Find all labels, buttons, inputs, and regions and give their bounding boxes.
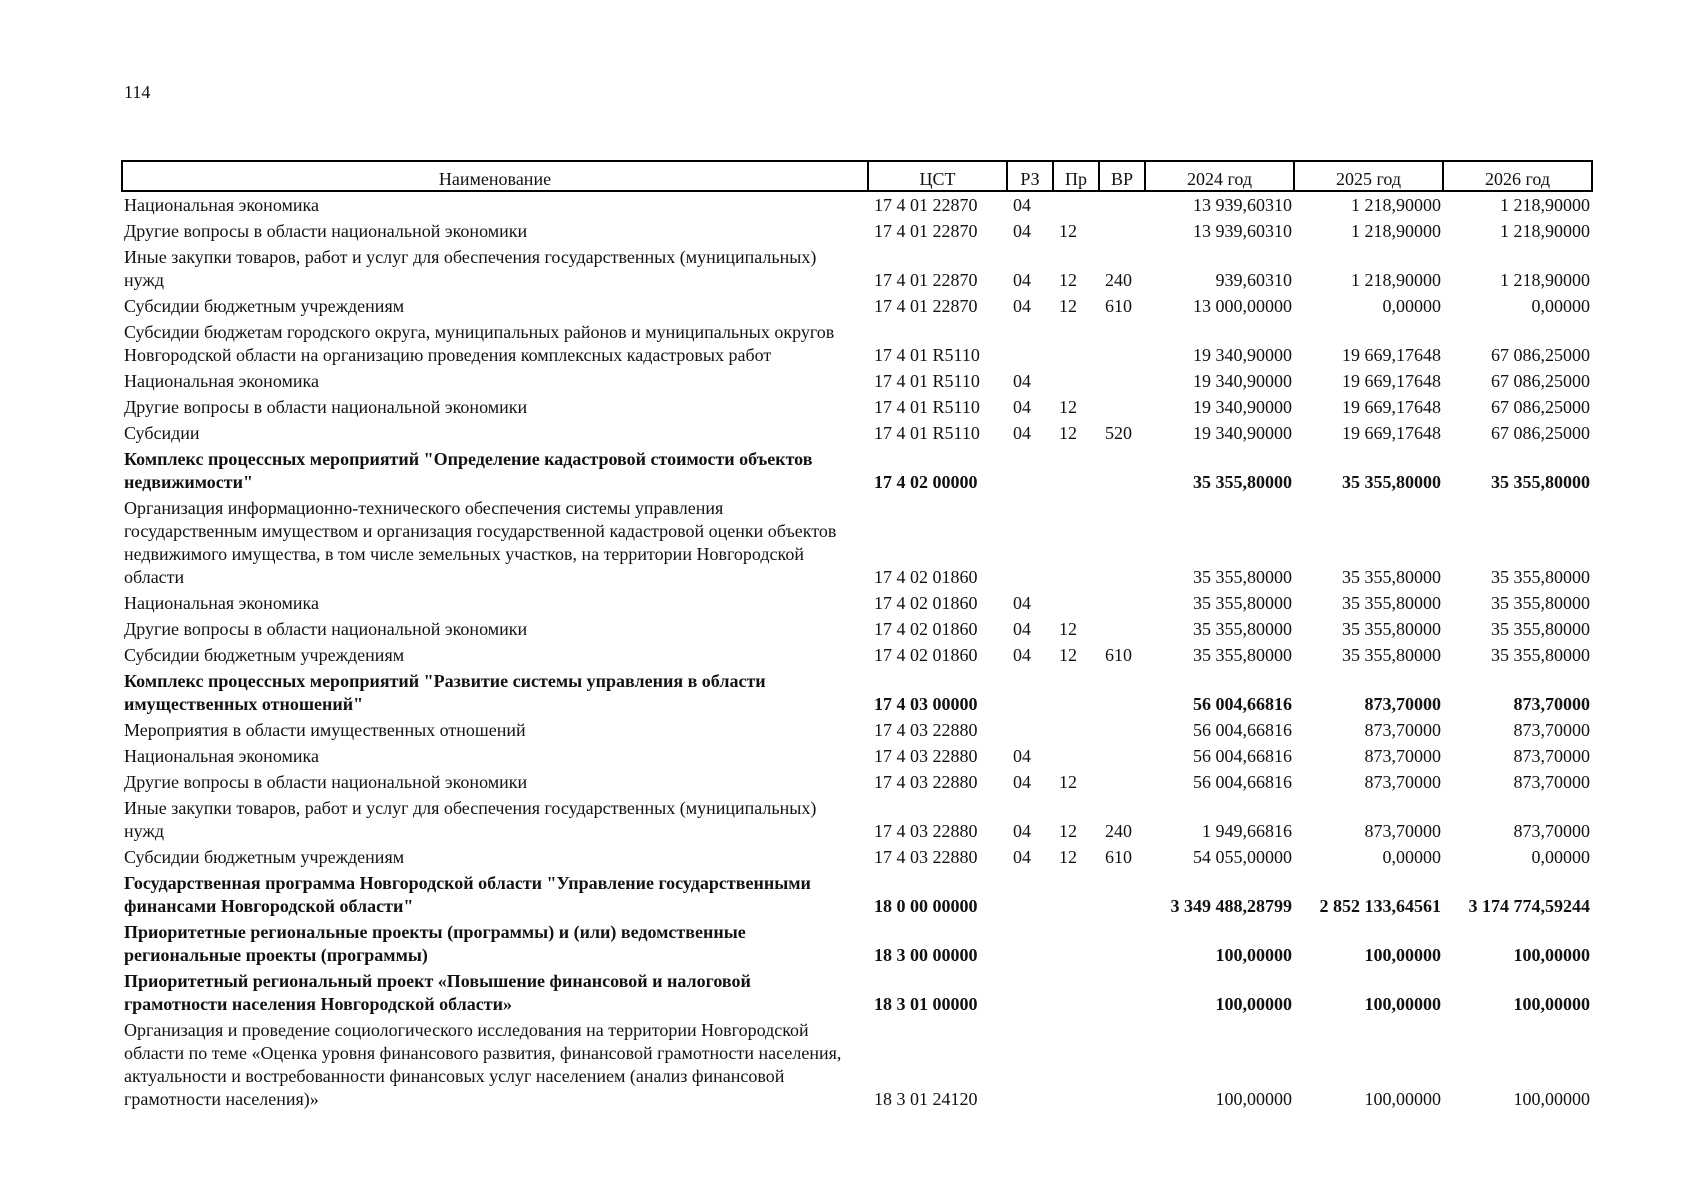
cell-pr: 12 <box>1059 270 1077 290</box>
table-row <box>122 446 1592 495</box>
cell-vr <box>1099 446 1145 495</box>
cell-rz <box>1007 919 1053 968</box>
cell-rz <box>1007 319 1053 368</box>
header-pr: Пр <box>1053 161 1099 191</box>
cell-rz: 04 <box>1013 772 1031 792</box>
cell-2024: 100,00000 <box>1215 1089 1292 1109</box>
cell-2024: 13 939,60310 <box>1193 195 1292 215</box>
header-name: Наименование <box>122 161 868 191</box>
table-row <box>122 968 1592 1017</box>
cell-cst: 17 4 03 22880 <box>874 772 978 792</box>
table-row <box>122 590 1592 616</box>
cell-rz: 04 <box>1013 619 1031 639</box>
cell-2024: 35 355,80000 <box>1193 567 1292 587</box>
cell-2025: 1 218,90000 <box>1351 270 1441 290</box>
cell-rz: 04 <box>1013 423 1031 443</box>
cell-2024: 56 004,66816 <box>1193 694 1292 714</box>
cell-2024: 56 004,66816 <box>1193 720 1292 740</box>
table-row <box>122 293 1592 319</box>
cell-2025: 0,00000 <box>1382 296 1441 316</box>
cell-pr: 12 <box>1059 847 1077 867</box>
cell-name: Другие вопросы в области национальной экономики <box>124 221 528 241</box>
cell-cst: 17 4 02 01860 <box>874 567 978 587</box>
cell-rz <box>1007 495 1053 590</box>
cell-2026: 873,70000 <box>1513 746 1590 766</box>
table-row <box>122 844 1592 870</box>
table-row <box>122 769 1592 795</box>
cell-name: Другие вопросы в области национальной экономики <box>124 772 528 792</box>
cell-pr <box>1053 717 1099 743</box>
cell-pr <box>1053 668 1099 717</box>
cell-2024: 56 004,66816 <box>1193 746 1292 766</box>
cell-rz: 04 <box>1013 397 1031 417</box>
cell-vr <box>1099 668 1145 717</box>
cell-pr: 12 <box>1059 821 1077 841</box>
table-row <box>122 870 1592 919</box>
cell-2025: 19 669,17648 <box>1342 345 1441 365</box>
cell-rz: 04 <box>1013 746 1031 766</box>
cell-2026: 35 355,80000 <box>1491 472 1590 492</box>
cell-2026: 100,00000 <box>1513 1089 1590 1109</box>
cell-name: Субсидии бюджетам городского округа, муниципальных районов и муниципальных округов Новгородской области на организацию проведения комплексных кадастровых работ <box>124 322 835 365</box>
table-row <box>122 319 1592 368</box>
cell-cst: 17 4 02 01860 <box>874 645 978 665</box>
cell-vr <box>1099 870 1145 919</box>
cell-vr <box>1099 590 1145 616</box>
cell-vr <box>1099 743 1145 769</box>
cell-name: Национальная экономика <box>124 195 319 215</box>
cell-2025: 35 355,80000 <box>1342 472 1441 492</box>
cell-2025: 19 669,17648 <box>1342 371 1441 391</box>
cell-vr <box>1099 218 1145 244</box>
cell-cst: 17 4 03 22880 <box>874 746 978 766</box>
table-row <box>122 394 1592 420</box>
cell-rz <box>1007 1017 1053 1112</box>
cell-rz: 04 <box>1013 847 1031 867</box>
cell-vr: 520 <box>1105 423 1132 443</box>
cell-2026: 3 174 774,59244 <box>1468 896 1590 916</box>
cell-cst: 18 3 00 00000 <box>874 945 978 965</box>
table-row <box>122 368 1592 394</box>
cell-2026: 67 086,25000 <box>1491 397 1590 417</box>
cell-2026: 35 355,80000 <box>1491 645 1590 665</box>
cell-pr: 12 <box>1059 423 1077 443</box>
cell-cst: 17 4 01 22870 <box>874 221 978 241</box>
cell-2025: 19 669,17648 <box>1342 423 1441 443</box>
header-2026: 2026 год <box>1443 161 1592 191</box>
cell-cst: 17 4 01 R5110 <box>874 371 980 391</box>
cell-rz: 04 <box>1013 270 1031 290</box>
cell-2026: 873,70000 <box>1513 821 1590 841</box>
cell-pr <box>1053 743 1099 769</box>
cell-name: Приоритетные региональные проекты (программы) и (или) ведомственные региональные проекты (программы) <box>124 922 746 965</box>
cell-2024: 54 055,00000 <box>1193 847 1292 867</box>
cell-vr <box>1099 319 1145 368</box>
cell-vr <box>1099 919 1145 968</box>
cell-2025: 873,70000 <box>1364 720 1441 740</box>
cell-2024: 13 000,00000 <box>1193 296 1292 316</box>
cell-cst: 17 4 01 R5110 <box>874 397 980 417</box>
cell-2024: 19 340,90000 <box>1193 371 1292 391</box>
cell-name: Субсидии бюджетным учреждениям <box>124 645 405 665</box>
header-2024: 2024 год <box>1145 161 1294 191</box>
cell-name: Иные закупки товаров, работ и услуг для обеспечения государственных (муниципальных) нужд <box>124 247 817 290</box>
cell-2026: 100,00000 <box>1513 994 1590 1014</box>
cell-vr: 610 <box>1105 296 1132 316</box>
table-row <box>122 795 1592 844</box>
cell-2025: 873,70000 <box>1364 821 1441 841</box>
cell-rz <box>1007 717 1053 743</box>
cell-name: Организация информационно-технического обеспечения системы управления государственным имуществом и организация государственной кадастровой оценки объектов недвижимого имущества, в том числе земельных участков, на территории Новгородской области <box>124 498 837 587</box>
cell-2026: 35 355,80000 <box>1491 593 1590 613</box>
cell-vr <box>1099 495 1145 590</box>
cell-pr: 12 <box>1059 221 1077 241</box>
cell-rz: 04 <box>1013 296 1031 316</box>
cell-2025: 1 218,90000 <box>1351 221 1441 241</box>
cell-2026: 873,70000 <box>1513 694 1590 714</box>
cell-2025: 873,70000 <box>1364 694 1441 714</box>
cell-name: Другие вопросы в области национальной экономики <box>124 619 528 639</box>
cell-pr <box>1053 495 1099 590</box>
cell-pr: 12 <box>1059 619 1077 639</box>
cell-pr <box>1053 1017 1099 1112</box>
cell-2024: 939,60310 <box>1215 270 1292 290</box>
cell-2024: 35 355,80000 <box>1193 645 1292 665</box>
cell-name: Комплекс процессных мероприятий "Развитие системы управления в области имущественных отношений" <box>124 671 766 714</box>
cell-pr: 12 <box>1059 645 1077 665</box>
cell-2026: 0,00000 <box>1531 296 1590 316</box>
table-body <box>122 191 1592 1112</box>
cell-vr <box>1099 769 1145 795</box>
cell-cst: 17 4 03 22880 <box>874 821 978 841</box>
cell-2025: 35 355,80000 <box>1342 567 1441 587</box>
cell-rz: 04 <box>1013 593 1031 613</box>
cell-2024: 19 340,90000 <box>1193 345 1292 365</box>
cell-pr: 12 <box>1059 296 1077 316</box>
cell-2026: 1 218,90000 <box>1500 270 1590 290</box>
table-row <box>122 919 1592 968</box>
cell-2024: 100,00000 <box>1215 994 1292 1014</box>
cell-pr: 12 <box>1059 397 1077 417</box>
cell-rz <box>1007 668 1053 717</box>
table-row <box>122 717 1592 743</box>
cell-cst: 17 4 01 22870 <box>874 270 978 290</box>
cell-name: Национальная экономика <box>124 371 319 391</box>
cell-2024: 35 355,80000 <box>1193 472 1292 492</box>
cell-rz <box>1007 870 1053 919</box>
header-rz: РЗ <box>1007 161 1053 191</box>
cell-name: Приоритетный региональный проект «Повышение финансовой и налоговой грамотности населения Новгородской области» <box>124 971 751 1014</box>
cell-2026: 35 355,80000 <box>1491 567 1590 587</box>
cell-cst: 18 3 01 00000 <box>874 994 978 1014</box>
table-row <box>122 495 1592 590</box>
cell-2025: 2 852 133,64561 <box>1319 896 1441 916</box>
cell-2026: 1 218,90000 <box>1500 221 1590 241</box>
table-row <box>122 244 1592 293</box>
cell-2026: 67 086,25000 <box>1491 371 1590 391</box>
cell-vr: 610 <box>1105 847 1132 867</box>
cell-2026: 35 355,80000 <box>1491 619 1590 639</box>
cell-2024: 19 340,90000 <box>1193 397 1292 417</box>
cell-2025: 35 355,80000 <box>1342 645 1441 665</box>
cell-cst: 17 4 01 22870 <box>874 195 978 215</box>
cell-vr <box>1099 968 1145 1017</box>
cell-2025: 873,70000 <box>1364 772 1441 792</box>
cell-2026: 67 086,25000 <box>1491 345 1590 365</box>
cell-cst: 17 4 02 01860 <box>874 593 978 613</box>
table-row <box>122 218 1592 244</box>
cell-name: Национальная экономика <box>124 746 319 766</box>
cell-cst: 17 4 03 22880 <box>874 720 978 740</box>
cell-cst: 18 3 01 24120 <box>874 1089 978 1109</box>
header-2025: 2025 год <box>1294 161 1443 191</box>
cell-2025: 100,00000 <box>1364 1089 1441 1109</box>
cell-rz: 04 <box>1013 821 1031 841</box>
header-vr: ВР <box>1099 161 1145 191</box>
cell-vr <box>1099 717 1145 743</box>
cell-rz: 04 <box>1013 221 1031 241</box>
cell-cst: 17 4 02 01860 <box>874 619 978 639</box>
cell-name: Национальная экономика <box>124 593 319 613</box>
cell-pr <box>1053 968 1099 1017</box>
table-row <box>122 668 1592 717</box>
cell-vr <box>1099 616 1145 642</box>
cell-2025: 19 669,17648 <box>1342 397 1441 417</box>
cell-2026: 1 218,90000 <box>1500 195 1590 215</box>
cell-pr <box>1053 590 1099 616</box>
cell-2026: 0,00000 <box>1531 847 1590 867</box>
cell-2024: 19 340,90000 <box>1193 423 1292 443</box>
cell-name: Субсидии бюджетным учреждениям <box>124 296 405 316</box>
cell-name: Комплекс процессных мероприятий "Определение кадастровой стоимости объектов недвижимости" <box>124 449 813 492</box>
cell-rz: 04 <box>1013 195 1031 215</box>
cell-name: Иные закупки товаров, работ и услуг для обеспечения государственных (муниципальных) нужд <box>124 798 817 841</box>
table-header-row <box>122 161 1592 191</box>
cell-cst: 17 4 01 R5110 <box>874 345 980 365</box>
table-row <box>122 642 1592 668</box>
cell-pr <box>1053 446 1099 495</box>
budget-table <box>121 160 1593 1112</box>
cell-name: Государственная программа Новгородской области "Управление государственными финансами Новгородской области" <box>124 873 811 916</box>
cell-vr: 610 <box>1105 645 1132 665</box>
cell-cst: 18 0 00 00000 <box>874 896 978 916</box>
cell-2024: 35 355,80000 <box>1193 619 1292 639</box>
cell-2024: 3 349 488,28799 <box>1170 896 1292 916</box>
cell-name: Другие вопросы в области национальной экономики <box>124 397 528 417</box>
cell-rz <box>1007 446 1053 495</box>
cell-2024: 100,00000 <box>1215 945 1292 965</box>
header-cst: ЦСТ <box>868 161 1007 191</box>
cell-pr <box>1053 319 1099 368</box>
cell-rz: 04 <box>1013 645 1031 665</box>
cell-name: Субсидии <box>124 423 200 443</box>
table-row <box>122 420 1592 446</box>
cell-2026: 873,70000 <box>1513 720 1590 740</box>
cell-pr <box>1053 870 1099 919</box>
cell-name: Организация и проведение социологического исследования на территории Новгородской области по теме «Оценка уровня финансового развития, финансовой грамотности населения, актуальности и востребованности финансовых услуг населением (анализ финансовой грамотности населения)» <box>124 1020 842 1109</box>
cell-vr <box>1099 1017 1145 1112</box>
cell-pr: 12 <box>1059 772 1077 792</box>
cell-vr: 240 <box>1105 270 1132 290</box>
table-row <box>122 1017 1592 1112</box>
cell-cst: 17 4 01 R5110 <box>874 423 980 443</box>
cell-vr <box>1099 368 1145 394</box>
cell-cst: 17 4 03 22880 <box>874 847 978 867</box>
cell-2025: 100,00000 <box>1364 945 1441 965</box>
cell-2024: 13 939,60310 <box>1193 221 1292 241</box>
cell-2026: 67 086,25000 <box>1491 423 1590 443</box>
cell-2025: 35 355,80000 <box>1342 619 1441 639</box>
cell-vr <box>1099 191 1145 218</box>
cell-2025: 0,00000 <box>1382 847 1441 867</box>
table-row <box>122 616 1592 642</box>
cell-2026: 100,00000 <box>1513 945 1590 965</box>
cell-2025: 873,70000 <box>1364 746 1441 766</box>
cell-2024: 35 355,80000 <box>1193 593 1292 613</box>
cell-2025: 1 218,90000 <box>1351 195 1441 215</box>
page-number: 114 <box>124 82 151 102</box>
cell-rz <box>1007 968 1053 1017</box>
cell-2026: 873,70000 <box>1513 772 1590 792</box>
cell-vr <box>1099 394 1145 420</box>
cell-2025: 100,00000 <box>1364 994 1441 1014</box>
cell-name: Субсидии бюджетным учреждениям <box>124 847 405 867</box>
cell-vr: 240 <box>1105 821 1132 841</box>
cell-pr <box>1053 191 1099 218</box>
table-row <box>122 743 1592 769</box>
cell-pr <box>1053 368 1099 394</box>
cell-cst: 17 4 02 00000 <box>874 472 978 492</box>
table-row <box>122 191 1592 218</box>
cell-2024: 56 004,66816 <box>1193 772 1292 792</box>
cell-2024: 1 949,66816 <box>1202 821 1292 841</box>
cell-cst: 17 4 03 00000 <box>874 694 978 714</box>
cell-2025: 35 355,80000 <box>1342 593 1441 613</box>
cell-rz: 04 <box>1013 371 1031 391</box>
cell-name: Мероприятия в области имущественных отношений <box>124 720 526 740</box>
cell-cst: 17 4 01 22870 <box>874 296 978 316</box>
cell-pr <box>1053 919 1099 968</box>
